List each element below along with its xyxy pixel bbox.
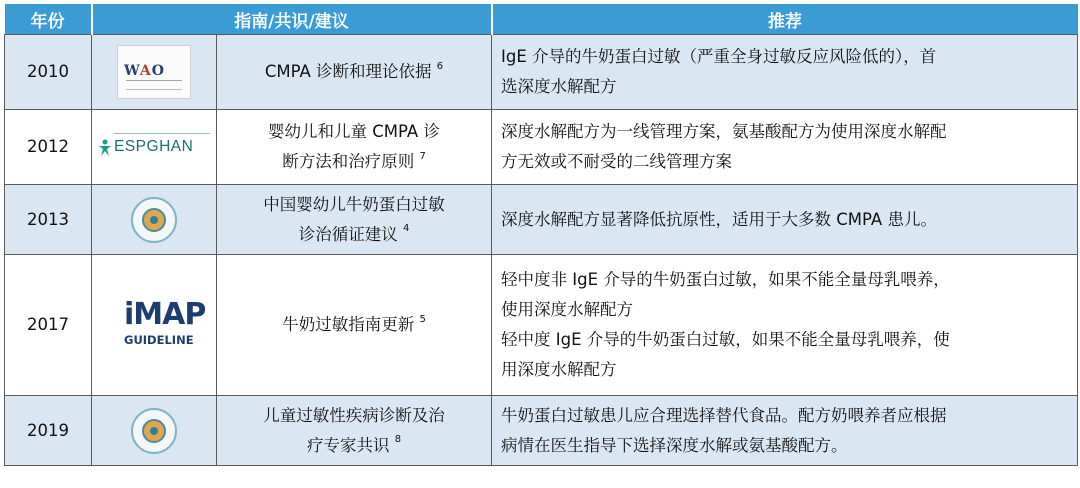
reference-number: 5 <box>419 313 426 325</box>
reference-number: 6 <box>436 60 444 72</box>
guideline-line: 断方法和治疗原则 $^7$ <box>282 150 426 171</box>
guideline-cell <box>217 396 492 466</box>
recommendation-cell <box>492 396 1078 466</box>
year-cell: 2010 <box>5 35 92 110</box>
guideline-line: 疗专家共识 $^8$ <box>306 434 402 455</box>
reference-number: 8 <box>394 434 402 445</box>
espghan-logo: ESPGHAN <box>96 129 212 165</box>
year-cell: 2019 <box>5 396 92 466</box>
guideline-cell <box>217 110 492 185</box>
recommendation-line: 选深度水解配方 <box>501 77 617 96</box>
table-row <box>5 255 1078 396</box>
seal-logo <box>131 408 177 454</box>
year-cell: 2017 <box>5 255 92 396</box>
imap-logo: iMAP GUIDELINE <box>124 297 206 347</box>
guideline-cell <box>217 255 492 396</box>
recommendation-line: 牛奶蛋白过敏患儿应合理选择替代食品。配方奶喂养者应根据 <box>501 405 947 425</box>
year-cell: 2012 <box>5 110 92 185</box>
recommendation-line: 方无效或不耐受的二线管理方案 <box>501 152 733 171</box>
logo-cell <box>92 396 217 466</box>
recommendation-line: 病情在医生指导下选择深度水解或氨基酸配方。 <box>501 435 848 455</box>
header-recommendation: 推荐 <box>492 4 1078 35</box>
reference-number: 7 <box>419 150 426 162</box>
guideline-line: 婴幼儿和儿童 CMPA 诊 <box>268 122 440 141</box>
guideline-line: CMPA 诊断和理论依据 $^6$ <box>264 60 444 81</box>
seal-logo <box>131 197 177 243</box>
recommendation-line: 轻中度非 IgE 介导的牛奶蛋白过敏，如果不能全量母乳喂养， <box>501 270 950 289</box>
recommendation-line: IgE 介导的牛奶蛋白过敏（严重全身过敏反应风险低的），首 <box>501 47 937 66</box>
year-cell: 2013 <box>5 185 92 255</box>
recommendation-cell <box>492 185 1078 255</box>
guideline-line: 牛奶过敏指南更新 $^5$ <box>282 313 426 334</box>
logo-cell <box>92 255 217 396</box>
table-row <box>5 110 1078 185</box>
recommendation-cell <box>492 35 1078 110</box>
table-row <box>5 396 1078 466</box>
recommendation-cell <box>492 255 1078 396</box>
guideline-table <box>4 4 1078 466</box>
reference-number: 4 <box>402 223 410 234</box>
recommendation-line: 深度水解配方显著降低抗原性，适用于大多数 CMPA 患儿。 <box>501 209 937 229</box>
table-row <box>5 185 1078 255</box>
recommendation-line: 使用深度水解配方 <box>501 300 634 319</box>
header-guideline: 指南/共识/建议 <box>92 4 492 35</box>
logo-cell <box>92 185 217 255</box>
guideline-line: 儿童过敏性疾病诊断及治 <box>263 405 445 425</box>
logo-cell <box>92 110 217 185</box>
guideline-cell <box>217 185 492 255</box>
recommendation-cell <box>492 110 1078 185</box>
guideline-line: 诊治循证建议 $^4$ <box>298 223 410 244</box>
table-header <box>5 4 1078 35</box>
recommendation-line: 用深度水解配方 <box>501 360 617 379</box>
recommendation-line: 轻中度 IgE 介导的牛奶蛋白过敏，如果不能全量母乳喂养，使 <box>501 330 950 349</box>
table-row <box>5 35 1078 110</box>
guideline-line: 中国婴幼儿牛奶蛋白过敏 <box>263 194 445 214</box>
header-year: 年份 <box>5 4 92 35</box>
recommendation-line: 深度水解配方为一线管理方案，氨基酸配方为使用深度水解配 <box>501 122 947 141</box>
wao-logo: WAO <box>117 45 191 99</box>
guideline-cell <box>217 35 492 110</box>
logo-cell <box>92 35 217 110</box>
